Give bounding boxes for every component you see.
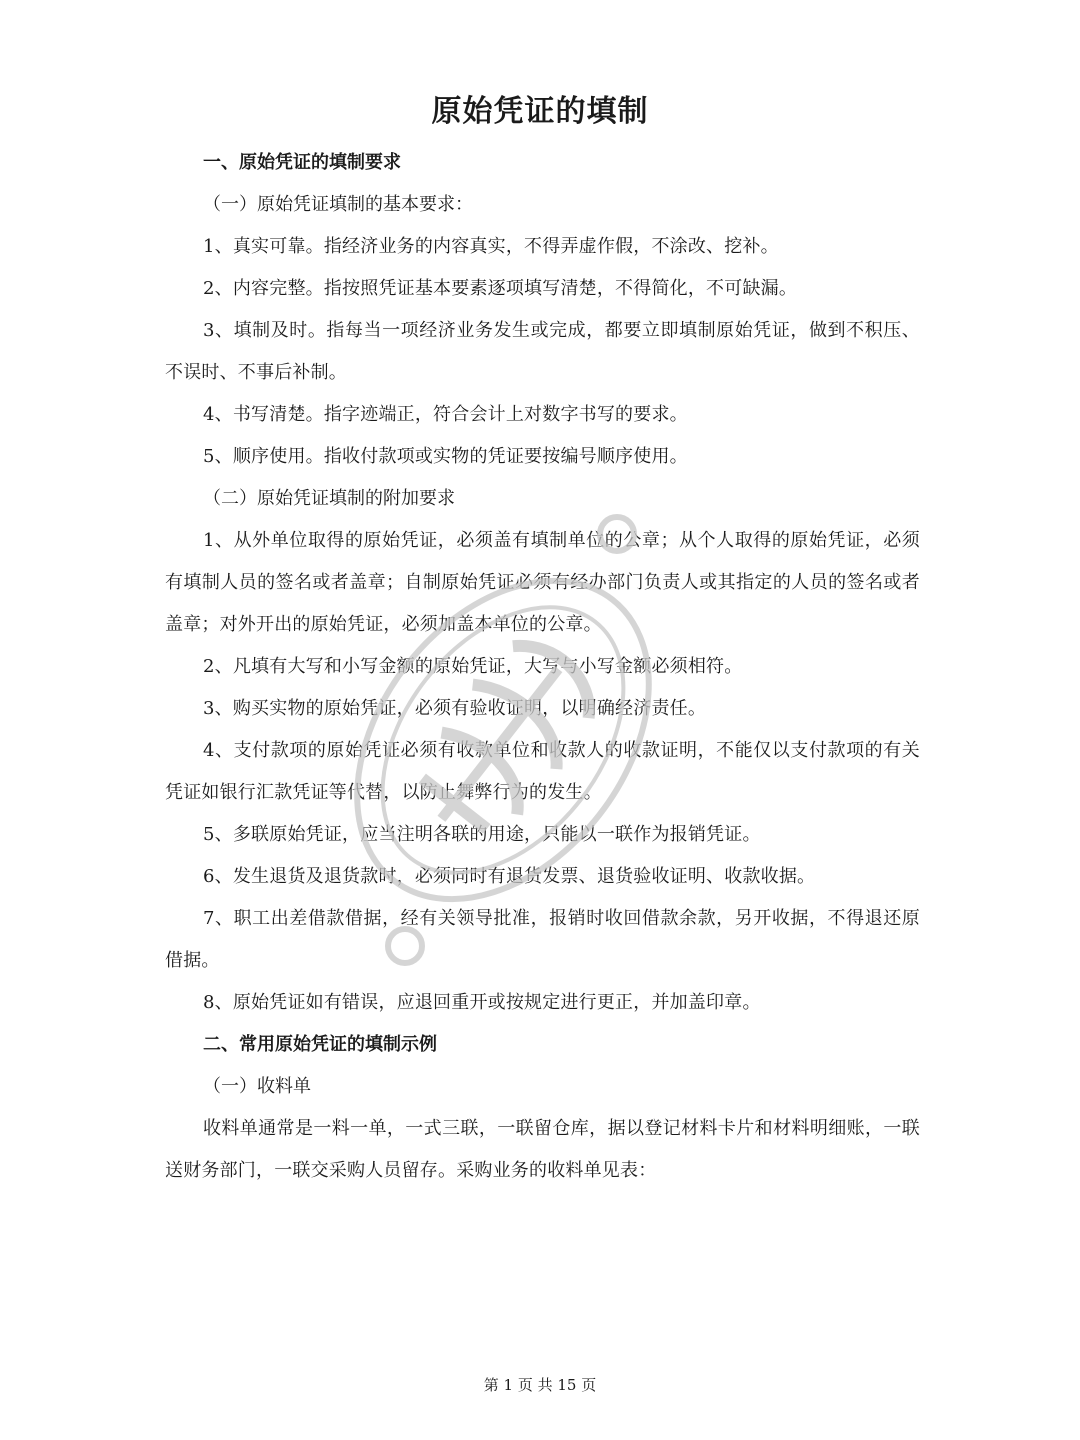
paragraph: 3、购买实物的原始凭证，必须有验收证明，以明确经济责任。: [203, 698, 707, 719]
paragraph: 7、职工出差借款借据，经有关领导批准，报销时收回借款余款，另开收据，不得退还原借据。: [165, 908, 920, 971]
paragraph: 4、书写清楚。指字迹端正，符合会计上对数字书写的要求。: [203, 404, 688, 425]
subsection-heading: （一）原始凭证填制的基本要求：: [203, 194, 473, 215]
paragraph: 2、内容完整。指按照凭证基本要素逐项填写清楚，不得简化，不可缺漏。: [203, 278, 798, 299]
paragraph: 2、凡填有大写和小写金额的原始凭证，大写与小写金额必须相符。: [203, 656, 743, 677]
subsection-heading: （一）收料单: [203, 1076, 311, 1097]
paragraph: 1、从外单位取得的原始凭证，必须盖有填制单位的公章；从个人取得的原始凭证，必须有填制人员的签名或者盖章；自制原始凭证必须有经办部门负责人或其指定的人员的签名或者盖章；对外开出的原始凭证，必须加盖本单位的公章。: [165, 530, 920, 635]
paragraph: 3、填制及时。指每当一项经济业务发生或完成，都要立即填制原始凭证，做到不积压、不误时、不事后补制。: [165, 320, 920, 383]
paragraph: 收料单通常是一料一单，一式三联，一联留仓库，据以登记材料卡片和材料明细账，一联送财务部门，一联交采购人员留存。采购业务的收料单见表：: [165, 1118, 920, 1181]
document-body: [165, 142, 920, 1192]
section-heading: 二、常用原始凭证的填制示例: [203, 1034, 437, 1055]
paragraph: 8、原始凭证如有错误，应退回重开或按规定进行更正，并加盖印章。: [203, 992, 761, 1013]
paragraph: 5、顺序使用。指收付款项或实物的凭证要按编号顺序使用。: [203, 446, 688, 467]
paragraph: 4、支付款项的原始凭证必须有收款单位和收款人的收款证明，不能仅以支付款项的有关凭证如银行汇款凭证等代替，以防止舞弊行为的发生。: [165, 740, 920, 803]
section-heading: 一、原始凭证的填制要求: [203, 152, 401, 173]
page-title: 原始凭证的填制: [431, 94, 649, 129]
page-footer: 第 1 页 共 15 页: [483, 1376, 597, 1394]
paragraph: 6、发生退货及退货款时，必须同时有退货发票、退货验收证明、收款收据。: [203, 866, 816, 887]
paragraph: 1、真实可靠。指经济业务的内容真实，不得弄虚作假，不涂改、挖补。: [203, 236, 779, 257]
paragraph: 5、多联原始凭证，应当注明各联的用途，只能以一联作为报销凭证。: [203, 824, 761, 845]
subsection-heading: （二）原始凭证填制的附加要求: [203, 488, 455, 509]
